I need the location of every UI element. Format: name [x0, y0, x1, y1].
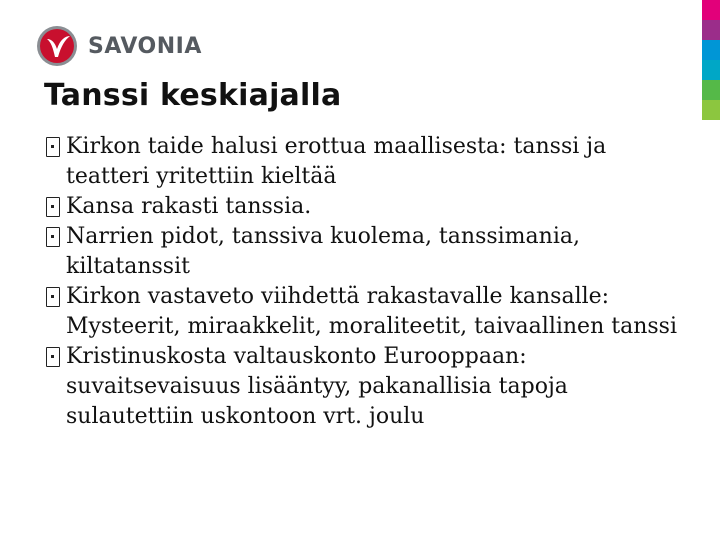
bullet-icon: [46, 287, 60, 307]
bullet-text: Narrien pidot, tanssiva kuolema, tanssimania, kiltatanssit: [66, 224, 580, 279]
bullet-item: [46, 192, 686, 222]
logo-wordmark: SAVONIA: [88, 33, 202, 59]
color-strip-segment: [702, 20, 720, 40]
bullet-item: [46, 222, 686, 282]
bullet-text: Kansa rakasti tanssia.: [66, 194, 312, 219]
color-strip-segment: [702, 60, 720, 80]
bullet-icon: [46, 347, 60, 367]
brand-color-strip: [702, 0, 720, 120]
bullet-item: [46, 342, 686, 432]
bullet-text: Kirkon taide halusi erottua maallisesta: tanssi ja teatteri yritettiin kieltää: [66, 134, 607, 189]
bullet-icon: [46, 197, 60, 217]
bullet-icon: [46, 137, 60, 157]
bullet-text: Kristinuskosta valtauskonto Eurooppaan: suvaitsevaisuus lisääntyy, pakanallisia tapoja sulautettiin uskontoon vrt. joulu: [66, 344, 568, 429]
color-strip-segment: [702, 40, 720, 60]
savonia-logo: [36, 24, 202, 68]
color-strip-segment: [702, 100, 720, 120]
bullet-icon: [46, 227, 60, 247]
savonia-logo-icon: [36, 25, 78, 67]
bullet-item: [46, 282, 686, 342]
color-strip-segment: [702, 0, 720, 20]
bullet-item: [46, 132, 686, 192]
bullet-list: [46, 132, 686, 432]
color-strip-segment: [702, 80, 720, 100]
bullet-text: Kirkon vastaveto viihdettä rakastavalle kansalle: Mysteerit, miraakkelit, moraliteetit, taivaallinen tanssi: [66, 284, 677, 339]
slide-title: Tanssi keskiajalla: [44, 78, 342, 113]
